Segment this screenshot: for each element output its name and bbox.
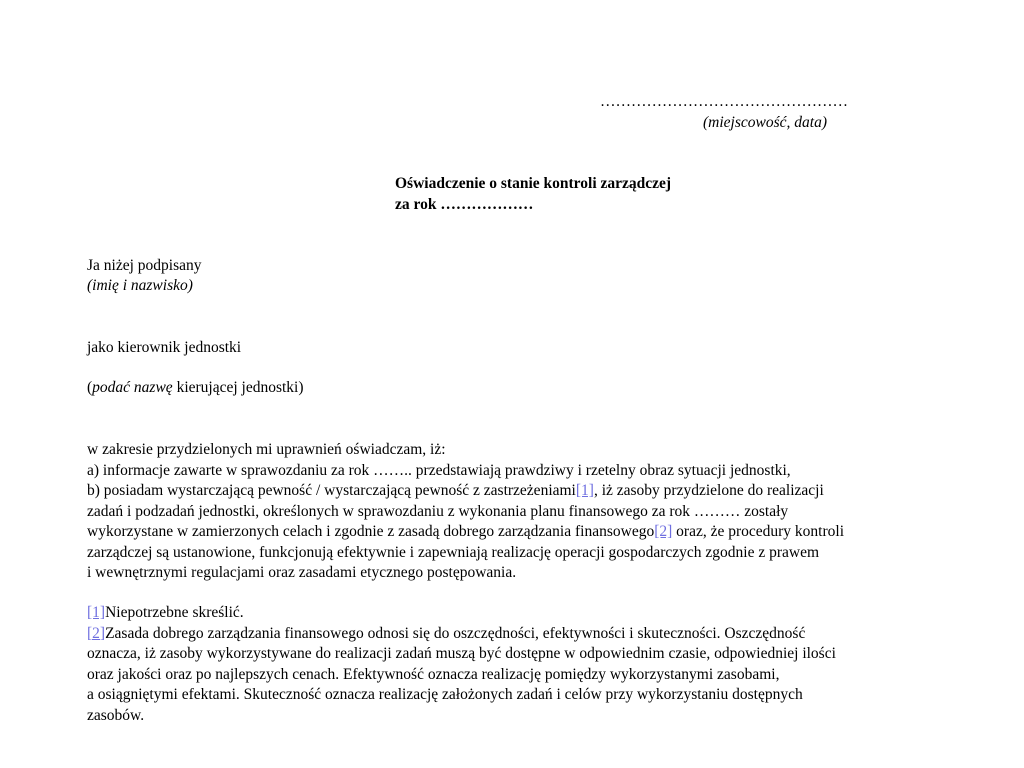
declaration-point-b-line2: zadań i podzadań jednostki, określonych w sprawozdaniu z wykonania planu finansowego za rok ……… zostały [87,502,789,520]
footnote-2-line2: oznacza, iż zasoby wykorzystywane do realizacji zadań muszą być dostępne w odpowiednim czasie, odpowiedniej ilości [87,645,836,662]
unit-hint-italic: podać nazwę [92,379,173,396]
declaration-point-b-line3 [87,522,937,543]
footnote-1 [87,603,937,624]
unit-hint-open: ( [87,379,93,396]
footnotes [87,603,937,726]
declaration-point-b-line5: i wewnętrznymi regulacjami oraz zasadami etycznego postępowania. [87,564,517,581]
footnote-1-anchor[interactable]: [1] [87,604,106,621]
point-b-line3-post: oraz, że procedury kontroli [672,523,844,540]
place-date-caption: (miejscowość, data) [703,114,827,131]
point-b-line1-post: , iż zasoby przydzielone do realizacji [593,482,824,499]
footnote-2-anchor[interactable]: [2] [87,624,106,642]
unit-hint-rest: kierującej jednostki) [172,379,304,396]
declaration-intro: w zakresie przydzielonych mi uprawnień oświadczam, iż: [87,441,446,458]
unit-hint [87,378,304,398]
point-b-line3-text: wykorzystane w zamierzonych celach i zgodnie z zasadą dobrego zarządzania finansowego [87,523,655,540]
footnote-ref-1-link[interactable]: [1] [575,482,594,499]
declaration-point-a: a) informacje zawarte w sprawozdaniu za rok …….. przedstawiają prawdziwy i rzetelny obraz sytuacji jednostki, [87,461,791,479]
footnote-2-line4: a osiągniętymi efektami. Skuteczność oznacza realizację założonych zadań i celów przy wykorzystaniu dostępnych [87,686,803,703]
declaration-point-b-line1 [87,481,937,502]
document-title-year: za rok ……………… [395,196,534,213]
declaration-point-b-line4: zarządczej są ustanowione, funkcjonują efektywnie i zapewniają realizację operacji gospodarczych zgodnie z prawem [87,543,820,561]
point-b-line1-text: b) posiadam wystarczającą pewność / wystarczającą pewność z zastrzeżeniami [87,482,576,499]
footnote-2-text: Zasada dobrego zarządzania finansowego odnosi się do oszczędności, efektywności i skuteczności. Oszczędność [105,624,806,642]
declaration-body [87,440,937,584]
signer-name-hint: (imię i nazwisko) [87,277,193,294]
signer-intro: Ja niżej podpisany [87,257,202,274]
footnote-1-text: Niepotrzebne skreślić. [105,604,244,621]
footnote-ref-2-link[interactable]: [2] [654,523,673,540]
signer-role: jako kierownik jednostki [87,339,242,356]
place-date-dots: ………………………………………… [600,93,848,110]
footnote-2-line1 [87,624,937,645]
footnote-2-line3: oraz jakości oraz po najlepszych cenach. Efektywność oznacza realizację pomiędzy wykorzystanymi zasobami, [87,665,780,683]
footnote-2-line5: zasobów. [87,706,145,724]
document-title: Oświadczenie o stanie kontroli zarządczej [395,175,672,192]
